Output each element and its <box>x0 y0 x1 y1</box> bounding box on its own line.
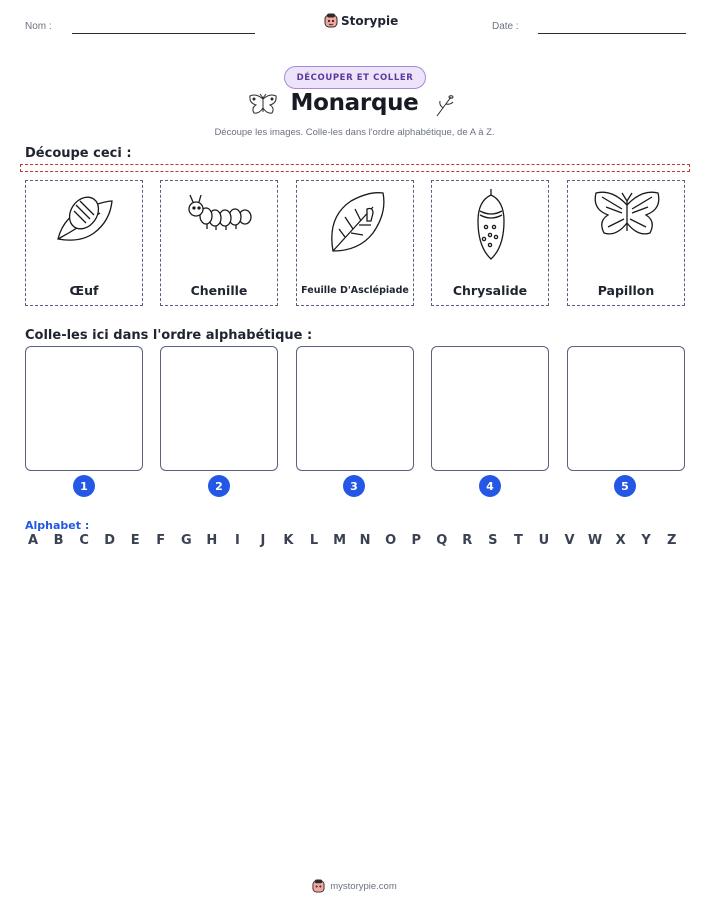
card-label: Œuf <box>69 283 99 298</box>
slot-number-1: 1 <box>73 475 95 497</box>
paste-slot-5[interactable] <box>567 346 685 471</box>
alphabet-letter: P <box>411 533 421 548</box>
paste-slot-2[interactable] <box>160 346 278 471</box>
cut-section-title: Découpe ceci : <box>25 146 132 161</box>
footer-url[interactable]: mystorypie.com <box>330 880 397 892</box>
twig-icon <box>434 94 456 118</box>
alphabet-letter: F <box>156 533 166 548</box>
alphabet-letter: E <box>130 533 140 548</box>
alphabet-letter: V <box>564 533 575 548</box>
alphabet-letter: L <box>309 533 319 548</box>
date-line <box>538 33 686 34</box>
alphabet-letter: I <box>234 533 240 548</box>
paste-slot-3[interactable] <box>296 346 414 471</box>
alphabet-letter: D <box>104 533 116 548</box>
slot-number-4: 4 <box>479 475 501 497</box>
alphabet-letter: Z <box>666 533 677 548</box>
butterfly-icon <box>592 187 662 247</box>
alphabet-letter: K <box>283 533 294 548</box>
caterpillar-icon <box>185 187 255 247</box>
alphabet-letter: U <box>538 533 550 548</box>
storypie-mascot-icon <box>312 879 325 893</box>
brand-logo <box>324 13 398 28</box>
alphabet-letter: B <box>53 533 64 548</box>
date-label: Date : <box>492 21 519 32</box>
name-label: Nom : <box>25 21 52 32</box>
milkweed-leaf-icon <box>321 187 391 257</box>
alphabet-letter: N <box>359 533 371 548</box>
paste-slot-1[interactable] <box>25 346 143 471</box>
name-line <box>72 33 255 34</box>
card-label: Papillon <box>597 283 655 298</box>
cut-card-papillon[interactable] <box>567 180 685 306</box>
alphabet-letter: Y <box>641 533 651 548</box>
activity-badge: DÉCOUPER ET COLLER <box>284 66 426 89</box>
cut-card-chrysalide[interactable] <box>431 180 549 306</box>
cut-card-oeuf[interactable] <box>25 180 143 306</box>
alphabet-letter: G <box>180 533 192 548</box>
alphabet-letter: A <box>27 533 39 548</box>
alphabet-letter: S <box>488 533 498 548</box>
cut-card-feuille[interactable] <box>296 180 414 306</box>
slot-number-3: 3 <box>343 475 365 497</box>
alphabet-letter: R <box>462 533 473 548</box>
alphabet-letter: T <box>513 533 523 548</box>
instructions: Découpe les images. Colle-les dans l'ordre alphabétique, de A à Z. <box>214 127 495 138</box>
brand-name: Storypie <box>341 13 399 28</box>
slot-number-5: 5 <box>614 475 636 497</box>
card-label: Chrysalide <box>452 283 528 298</box>
footer <box>0 879 709 893</box>
alphabet-letter: O <box>385 533 397 548</box>
paste-slot-4[interactable] <box>431 346 549 471</box>
page-title: Monarque <box>290 90 419 116</box>
cut-card-chenille[interactable] <box>160 180 278 306</box>
paste-section-title: Colle-les ici dans l'ordre alphabétique : <box>25 328 313 343</box>
cut-line <box>20 164 690 172</box>
alphabet-row <box>25 533 690 548</box>
alphabet-letter: C <box>79 533 89 548</box>
alphabet-letter: J <box>260 533 266 548</box>
alphabet-label: Alphabet : <box>25 519 90 532</box>
alphabet-letter: X <box>615 533 626 548</box>
slot-number-2: 2 <box>208 475 230 497</box>
alphabet-letter: W <box>587 533 603 548</box>
egg-on-leaf-icon <box>50 187 120 247</box>
card-label: Feuille D'Asclépiade <box>301 285 409 296</box>
alphabet-letter: M <box>333 533 347 548</box>
storypie-mascot-icon <box>324 13 338 28</box>
card-label: Chenille <box>190 283 248 298</box>
alphabet-letter: Q <box>436 533 448 548</box>
alphabet-letter: H <box>206 533 218 548</box>
chrysalis-icon <box>456 187 526 267</box>
